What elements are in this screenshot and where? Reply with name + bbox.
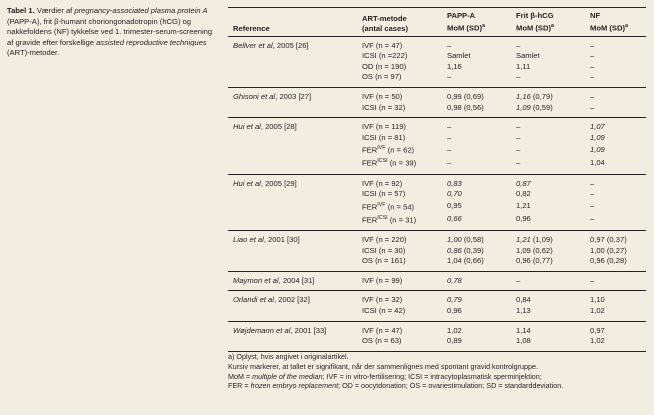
cell-papp-a: – xyxy=(447,144,452,154)
cell-reference: Orlandi et al, 2002 [32] xyxy=(233,295,310,305)
table-body xyxy=(228,36,646,351)
cell-reference xyxy=(228,306,356,321)
cell-papp-a: 0,70 xyxy=(447,189,462,199)
cell-art-method: OS (n = 161) xyxy=(356,256,441,271)
table-row xyxy=(228,271,646,291)
table-row xyxy=(228,306,646,321)
table-row xyxy=(228,246,646,257)
cell-reference xyxy=(228,72,356,87)
cell-papp-a: 0,95 xyxy=(447,200,462,210)
cell-papp-a: 1,16 xyxy=(447,61,462,71)
cell-nf: 1,04 xyxy=(584,156,646,174)
cell-beta-hcg: – xyxy=(516,132,521,142)
cell-beta-hcg: 1,14 xyxy=(516,325,531,335)
footnote-abbrev-1: MoM = multiple of the median; IVF = in vitro-fertilisering; ICSI = intracytoplasmatisk sperminjektion; xyxy=(228,371,542,381)
cell-art-method: $FER^{ICSI}$ (n = 39) xyxy=(356,156,441,174)
cell-papp-a: – xyxy=(441,156,510,174)
cell-art-method: ICSI (n = 81) xyxy=(362,132,406,142)
cell-papp-a: 0,83 xyxy=(447,178,462,188)
cell-art-method: $FER^{IVF}$ (n = 62) xyxy=(362,145,415,155)
cell-art-method: $FER^{IVF}$ (n = 54) xyxy=(362,201,415,212)
caption-term: pregnancy-associated plasma protein A xyxy=(74,6,208,15)
cell-papp-a: 0,79 xyxy=(447,295,462,305)
cell-papp-a: 0,89 xyxy=(441,336,510,351)
cell-nf: 1,00 (0,27) xyxy=(590,245,627,255)
cell-reference xyxy=(228,200,356,213)
header-row xyxy=(228,8,646,37)
cell-papp-a: 0,99 (0,69) xyxy=(447,91,484,101)
footnote-abbrev-2: FER = frozen embryo replacement; OD = oocytdonation; OS = ovariestimulation; SD = standarddeviation. xyxy=(228,381,564,391)
header-reference: Reference xyxy=(228,8,356,37)
table-row xyxy=(228,174,646,189)
footnote-italic-note: Kursiv markerer, at tallet er signifikant, når der sammenlignes med spontant gravid kontrolgruppe. xyxy=(228,361,539,371)
cell-reference xyxy=(228,62,356,73)
cell-reference xyxy=(228,103,356,118)
cell-nf: – xyxy=(590,40,595,50)
table-row xyxy=(228,291,646,306)
cell-beta-hcg: – xyxy=(510,156,584,174)
cell-papp-a: – xyxy=(447,40,452,50)
table-row xyxy=(228,321,646,336)
cell-beta-hcg: 0,82 xyxy=(516,189,531,199)
cell-art-method: IVF (n = 50) xyxy=(362,91,403,101)
cell-nf: – xyxy=(590,91,595,101)
cell-papp-a: – xyxy=(447,122,452,132)
cell-reference xyxy=(228,133,356,144)
cell-reference xyxy=(228,143,356,156)
data-table-container xyxy=(228,7,646,352)
cell-beta-hcg: 0,84 xyxy=(516,295,531,305)
caption-text: (ART)-metoder. xyxy=(7,48,60,58)
cell-reference: Maymon et al, 2004 [31] xyxy=(228,271,356,291)
cell-nf: 0,96 (0,28) xyxy=(584,256,646,271)
cell-papp-a: – xyxy=(441,72,510,87)
cell-art-method: IVF (n = 220) xyxy=(362,234,407,244)
table-row xyxy=(228,336,646,351)
cell-papp-a: 1,02 xyxy=(447,325,462,335)
cell-beta-hcg: 0,87 xyxy=(516,178,531,188)
caption-text: (PAPP-A), frit β-humant choriongonadotropin (hCG) og nakkefoldens (NF) tykkelse ved 1. trimester-serum-screening af gravide efter forskellige xyxy=(7,16,213,47)
table-row xyxy=(228,156,646,174)
cell-art-method: IVF (n = 92) xyxy=(362,178,403,188)
cell-beta-hcg: 1,21 xyxy=(516,200,531,210)
table-row xyxy=(228,51,646,62)
cell-nf: 1,02 xyxy=(584,336,646,351)
cell-art-method: IVF (n = 47) xyxy=(362,325,403,335)
cell-beta-hcg: 1,16 (0,79) xyxy=(516,91,553,101)
cell-art-method: IVF (n = 47) xyxy=(362,40,403,50)
footnote-a: a) Oplyst, hvis angivet i originalartikel. xyxy=(228,352,349,361)
cell-reference: Wøjdemann et al, 2001 [33] xyxy=(233,325,327,335)
cell-reference xyxy=(228,51,356,62)
cell-beta-hcg: – xyxy=(510,72,584,87)
cell-nf: – xyxy=(590,200,595,210)
cell-papp-a: – xyxy=(447,132,452,142)
cell-beta-hcg: 1,08 xyxy=(510,336,584,351)
table-row xyxy=(228,213,646,231)
cell-reference xyxy=(228,336,356,351)
cell-reference xyxy=(228,256,356,271)
cell-nf: 1,10 xyxy=(590,295,605,305)
cell-beta-hcg: 0,96 xyxy=(510,213,584,231)
caption-text: Værdier af xyxy=(36,6,75,15)
cell-art-method: IVF (n = 32) xyxy=(362,295,403,305)
cell-papp-a: 1,04 (0,66) xyxy=(441,256,510,271)
cell-papp-a: 0,66 xyxy=(441,213,510,231)
cell-nf: 1,02 xyxy=(584,306,646,321)
cell-papp-a: 0,96 xyxy=(441,306,510,321)
table-row xyxy=(228,103,646,118)
cell-papp-a: Samlet xyxy=(447,51,471,61)
cell-art-method: ICSI (n = 57) xyxy=(362,189,406,199)
table-row xyxy=(228,230,646,245)
cell-nf: – xyxy=(590,189,595,199)
cell-nf: 1,09 xyxy=(590,132,605,142)
cell-beta-hcg: – xyxy=(516,122,521,132)
cell-nf: 1,09 xyxy=(590,144,605,154)
cell-nf: – xyxy=(584,271,646,291)
cell-beta-hcg: 0,96 (0,77) xyxy=(510,256,584,271)
cell-beta-hcg: 1,09 (0,59) xyxy=(510,103,584,118)
data-table xyxy=(228,7,646,352)
footnotes xyxy=(228,352,648,391)
cell-reference xyxy=(228,246,356,257)
table-row xyxy=(228,143,646,156)
cell-nf: 0,97 xyxy=(590,325,605,335)
cell-beta-hcg: Samlet xyxy=(516,51,540,61)
cell-nf: – xyxy=(584,72,646,87)
cell-art-method: ICSI (n = 32) xyxy=(356,103,441,118)
cell-beta-hcg: – xyxy=(516,144,521,154)
cell-art-method: IVF (n = 119) xyxy=(362,122,406,132)
cell-nf: 1,07 xyxy=(590,122,605,132)
cell-beta-hcg: – xyxy=(516,40,521,50)
cell-art-method: ICSI (n = 30) xyxy=(362,245,406,255)
header-beta-hcg: Frit β-hCG MoM (SD)$^a$ xyxy=(510,8,584,37)
table-row xyxy=(228,118,646,133)
cell-art-method: ICSI (n =222) xyxy=(362,51,408,61)
cell-reference: Bellver et al, 2005 [26] xyxy=(233,40,309,50)
table-row xyxy=(228,189,646,200)
cell-beta-hcg: – xyxy=(510,271,584,291)
table-caption xyxy=(7,6,213,59)
cell-papp-a: 1,00 (0,58) xyxy=(447,234,484,244)
cell-papp-a: 0,78 xyxy=(441,271,510,291)
table-row xyxy=(228,87,646,102)
cell-art-method: $FER^{ICSI}$ (n = 31) xyxy=(356,213,441,231)
table-row xyxy=(228,72,646,87)
cell-beta-hcg: 1,21 (1,09) xyxy=(516,234,553,244)
cell-papp-a: 0,86 (0,39) xyxy=(447,245,484,255)
cell-reference: Liao et al, 2001 [30] xyxy=(233,234,300,244)
cell-reference xyxy=(228,189,356,200)
header-art-method: ART-metode (antal cases) xyxy=(356,8,441,37)
cell-reference: Ghisoni et al, 2003 [27] xyxy=(233,91,312,101)
cell-nf: – xyxy=(590,61,595,71)
cell-reference xyxy=(228,213,356,231)
cell-nf: – xyxy=(584,103,646,118)
table-row xyxy=(228,133,646,144)
cell-beta-hcg: 1,11 xyxy=(516,61,531,71)
cell-reference: Hui et al, 2005 [29] xyxy=(233,178,297,188)
cell-reference: Hui et al, 2005 [28] xyxy=(233,122,297,132)
cell-nf: – xyxy=(590,51,595,61)
table-row xyxy=(228,36,646,51)
cell-reference xyxy=(228,156,356,174)
table-row xyxy=(228,62,646,73)
cell-art-method: ICSI (n = 42) xyxy=(356,306,441,321)
cell-papp-a: 0,98 (0,56) xyxy=(441,103,510,118)
cell-art-method: IVF (n = 99) xyxy=(356,271,441,291)
caption-label: Tabel 1. xyxy=(7,6,35,15)
header-nf: NF MoM (SD)$^a$ xyxy=(584,8,646,37)
caption-term: assisted reproductive techniques xyxy=(96,37,207,47)
table-row xyxy=(228,256,646,271)
cell-beta-hcg: 1,09 (0,62) xyxy=(516,245,553,255)
cell-art-method: OS (n = 97) xyxy=(356,72,441,87)
header-papp-a: PAPP-A MoM (SD)$^a$ xyxy=(441,8,510,37)
cell-nf: 0,97 (0,37) xyxy=(590,234,627,244)
cell-nf: – xyxy=(590,178,595,188)
table-row xyxy=(228,200,646,213)
cell-beta-hcg: 1,13 xyxy=(510,306,584,321)
cell-art-method: OD (n = 190) xyxy=(362,61,407,71)
cell-nf: – xyxy=(584,213,646,231)
cell-art-method: OS (n = 63) xyxy=(356,336,441,351)
